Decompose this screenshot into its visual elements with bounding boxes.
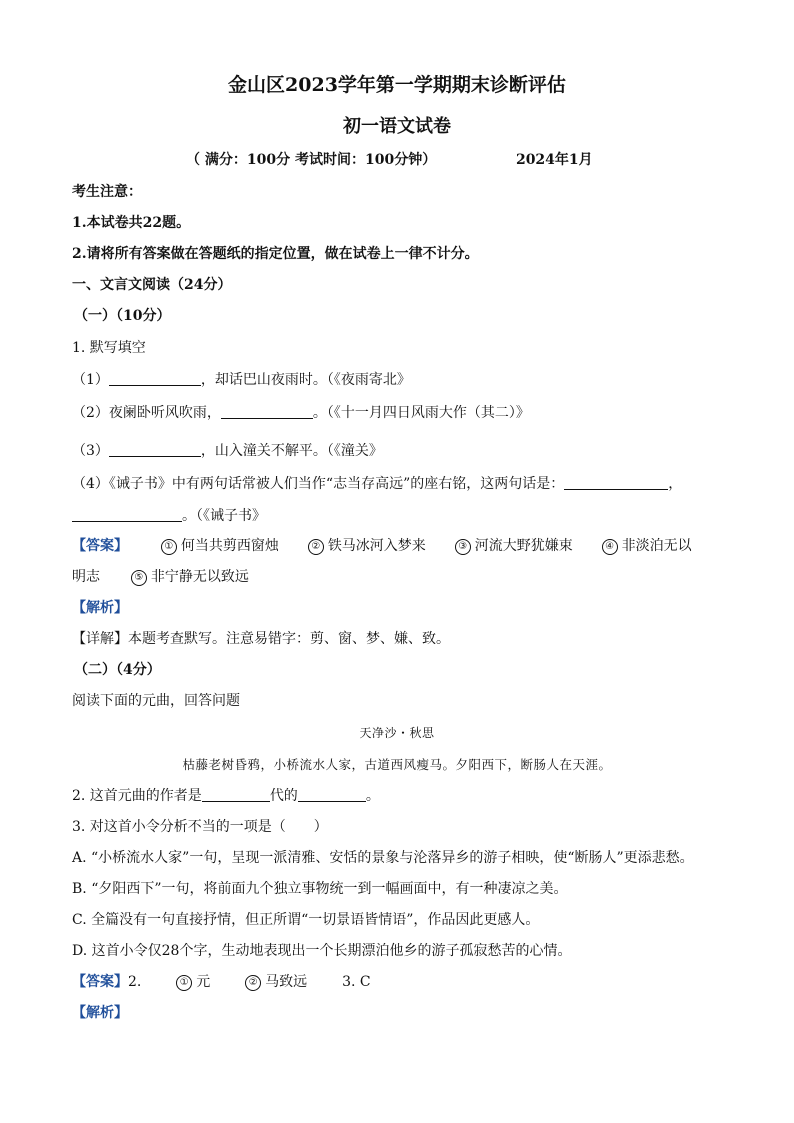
circled-number: ② xyxy=(308,539,324,555)
answer-item: 非淡泊无以 xyxy=(621,538,692,554)
page-title: 金山区2023学年第一学期期末诊断评估 xyxy=(228,74,566,96)
analysis-label-2: 【解析】 xyxy=(72,1005,128,1021)
answer-blank xyxy=(564,475,668,490)
answer-item: 马致远 xyxy=(265,974,308,990)
question-1-1 xyxy=(72,370,734,390)
q1-3-text: ，山入潼关不解平。（《潼关》 xyxy=(200,443,383,459)
q1-1-text: ，却话巴山夜雨时。（《夜雨寄北》 xyxy=(200,372,411,388)
q2-text-c: 。 xyxy=(365,788,380,804)
question-3-option-c: C. 全篇没有一句直接抒情，但正所谓“一切景语皆情语”，作品因此更感人。 xyxy=(72,912,540,928)
exam-date: 2024年1月 xyxy=(515,152,593,168)
answer-item: 3. C xyxy=(342,974,371,990)
answer-blank xyxy=(298,787,366,802)
notice-item-2: 2.请将所有答案做在答题纸的指定位置，做在试卷上一律不计分。 xyxy=(72,246,479,262)
notice-heading: 考生注意： xyxy=(72,184,142,200)
circled-number: ① xyxy=(161,539,177,555)
detail-label: 【详解】 xyxy=(72,631,128,647)
q2-text-a: 2. 这首元曲的作者是 xyxy=(72,788,202,804)
answer-blank xyxy=(72,507,182,522)
answer-item: 非宁静无以致远 xyxy=(150,569,249,585)
q2-text-b: 代的 xyxy=(269,788,298,804)
q1-3-prefix: （3） xyxy=(72,443,109,459)
answer-1-continued xyxy=(72,567,734,587)
q1-2-prefix: （2）夜阑卧听风吹雨， xyxy=(72,405,221,421)
part-one-heading: （一）（10分） xyxy=(74,308,171,324)
question-1-2 xyxy=(72,403,734,423)
poem-body: 枯藤老树昏鸦，小桥流水人家，古道西风瘦马。夕阳西下，断肠人在天涯。 xyxy=(182,757,612,772)
circled-number: ④ xyxy=(602,539,618,555)
answer-2-3 xyxy=(72,972,734,992)
circled-number: ⑤ xyxy=(131,570,147,586)
q1-1-prefix: （1） xyxy=(72,372,109,388)
question-1-title: 1. 默写填空 xyxy=(72,340,146,356)
exam-meta xyxy=(186,150,734,170)
question-1-4 xyxy=(72,474,734,494)
answer-label: 【答案】 xyxy=(72,974,128,990)
q1-4-end: 。（《诫子书》 xyxy=(182,508,266,524)
page-subtitle: 初一语文试卷 xyxy=(343,116,451,137)
exam-score-time: （ 满分：100分 考试时间：100分钟） xyxy=(186,152,437,168)
part-two-intro: 阅读下面的元曲，回答问题 xyxy=(72,693,240,709)
question-3-stem: 3. 对这首小令分析不当的一项是（ ） xyxy=(72,819,328,835)
circled-number: ① xyxy=(176,975,192,991)
question-3-option-d: D. 这首小令仅28个字，生动地表现出一个长期漂泊他乡的游子孤寂愁苦的心情。 xyxy=(72,943,572,959)
circled-number: ② xyxy=(245,975,261,991)
answer-item: 河流大野犹嫌束 xyxy=(474,538,573,554)
question-3-option-b: B. “夕阳西下”一句，将前面九个独立事物统一到一幅画面中，有一种凄凉之美。 xyxy=(72,881,568,897)
answer-item: 何当共剪西窗烛 xyxy=(180,538,279,554)
answer-item: 元 xyxy=(196,974,211,990)
answer-blank xyxy=(221,404,313,419)
part-two-heading: （二）（4分） xyxy=(74,662,161,678)
question-3-option-a: A. “小桥流水人家”一句，呈现一派清雅、安恬的景象与沦落异乡的游子相映，使“断肠人”更添悲愁。 xyxy=(72,850,694,866)
poem-title: 天净沙・秋思 xyxy=(359,726,435,740)
notice-item-1: 1.本试卷共22题。 xyxy=(72,215,191,231)
section-heading: 一、文言文阅读（24分） xyxy=(72,277,232,293)
answer-blank xyxy=(202,787,270,802)
answer-blank xyxy=(109,371,201,386)
circled-number: ③ xyxy=(455,539,471,555)
detail-explanation xyxy=(72,629,734,649)
answer-item: 明志 xyxy=(72,569,100,585)
q1-2-text: 。（《十一月四日风雨大作（其二）》 xyxy=(312,405,530,421)
question-1-3 xyxy=(72,441,734,461)
q1-4-text: （4）《诫子书》中有两句话常被人们当作“志当存高远”的座右铭，这两句话是： xyxy=(72,476,565,492)
q1-4-comma: ， xyxy=(668,476,683,492)
answer-1 xyxy=(72,536,734,556)
answer-blank xyxy=(109,442,201,457)
question-1-4-continued xyxy=(72,506,734,526)
analysis-label: 【解析】 xyxy=(72,600,128,616)
question-2 xyxy=(72,786,734,806)
answer-label: 【答案】 xyxy=(72,538,128,554)
detail-text: 本题考查默写。注意易错字：剪、窗、梦、嫌、致。 xyxy=(128,631,450,647)
answer-prefix: 2. xyxy=(128,974,142,990)
answer-item: 铁马冰河入梦来 xyxy=(327,538,426,554)
